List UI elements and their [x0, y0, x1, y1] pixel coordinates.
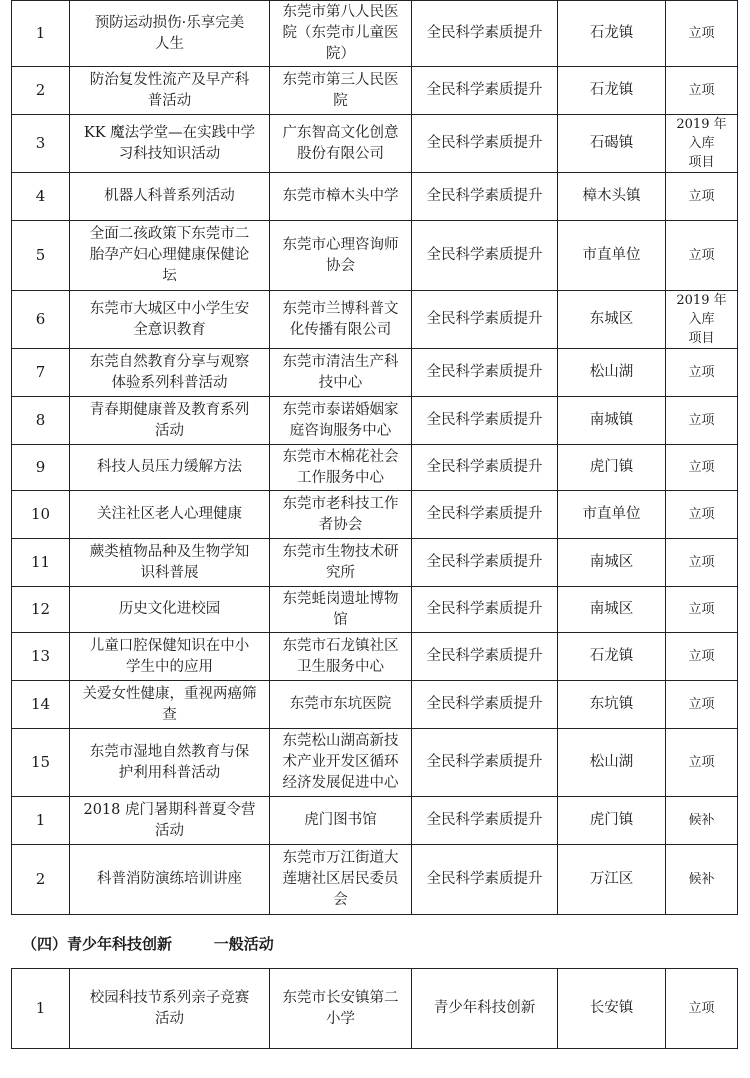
organization-text: 院（东莞市儿童医: [282, 25, 399, 41]
organization-text: 东莞市生物技术研: [282, 543, 399, 560]
category-cell: 全民科学素质提升: [412, 539, 558, 587]
project-name-text: 学生中的应用: [126, 658, 213, 675]
project-name-text: 科普消防演练培训讲座: [97, 871, 242, 887]
status-text: 立项: [688, 507, 715, 522]
project-name-cell: [70, 797, 270, 845]
category-cell: 全民科学素质提升: [412, 491, 558, 539]
project-name-cell: [70, 397, 270, 445]
organization-cell: [270, 173, 412, 221]
project-name-cell: [70, 969, 270, 1049]
project-name-text: 全面二孩政策下东莞市二: [89, 226, 250, 242]
status-text: 2019 年入库: [676, 293, 727, 327]
organization-cell: [270, 291, 412, 349]
table-row: [12, 115, 738, 173]
category-cell: 全民科学素质提升: [412, 397, 558, 445]
status-cell: [666, 173, 738, 221]
table-row: [12, 349, 738, 397]
project-name-text: 东莞自然教育分享与观察: [89, 353, 250, 370]
status-cell: [666, 797, 738, 845]
organization-cell: [270, 67, 412, 115]
town-cell: 南城镇: [558, 397, 666, 445]
section-heading: [22, 933, 274, 954]
table-row: [12, 221, 738, 291]
table-row: [12, 67, 738, 115]
status-text: 立项: [688, 248, 715, 263]
project-name-text: 历史文化进校园: [118, 601, 221, 617]
project-name-text: 校园科技节系列亲子竞赛: [89, 989, 250, 1006]
row-number-cell: 15: [12, 729, 70, 797]
status-text: 立项: [688, 755, 715, 770]
status-cell: [666, 587, 738, 633]
organization-text: 东莞蚝岗遗址博物: [282, 590, 399, 607]
organization-text: 东莞市木棉花社会: [282, 448, 399, 465]
project-name-cell: [70, 1, 270, 67]
project-name-text: 关爱女性健康，重视两癌筛: [82, 685, 257, 702]
category-cell: 全民科学素质提升: [412, 115, 558, 173]
organization-cell: [270, 797, 412, 845]
town-cell: 石龙镇: [558, 633, 666, 681]
organization-text: 东莞市东坑医院: [289, 696, 392, 712]
town-cell: 虎门镇: [558, 445, 666, 491]
status-cell: [666, 729, 738, 797]
status-text: 立项: [688, 83, 715, 98]
organization-text: 卫生服务中心: [297, 658, 384, 675]
status-text: 立项: [688, 697, 715, 712]
project-name-cell: [70, 349, 270, 397]
status-text: 立项: [688, 602, 715, 617]
table-row: [12, 729, 738, 797]
town-cell: 石碣镇: [558, 115, 666, 173]
status-text: 立项: [688, 460, 715, 475]
organization-cell: [270, 681, 412, 729]
category-cell: 青少年科技创新: [412, 969, 558, 1049]
table-row: [12, 845, 738, 915]
town-cell: 东坑镇: [558, 681, 666, 729]
town-cell: 虎门镇: [558, 797, 666, 845]
town-cell: 松山湖: [558, 349, 666, 397]
project-name-text: 东莞市大城区中小学生安: [89, 300, 250, 317]
organization-text: 东莞市泰诺婚姻家: [282, 401, 399, 418]
status-cell: [666, 539, 738, 587]
organization-cell: [270, 349, 412, 397]
row-number-cell: 8: [12, 397, 70, 445]
table-row: [12, 633, 738, 681]
project-name-cell: [70, 221, 270, 291]
project-name-text: 儿童口腔保健知识在中小: [89, 637, 250, 654]
town-cell: 长安镇: [558, 969, 666, 1049]
organization-text: 者协会: [318, 516, 363, 533]
project-name-text: 2018 虎门暑期科普夏令营: [83, 801, 256, 818]
table-row: [12, 397, 738, 445]
section-subtitle: 一般活动: [213, 935, 274, 953]
town-cell: 东城区: [558, 291, 666, 349]
row-number-cell: 11: [12, 539, 70, 587]
organization-cell: [270, 729, 412, 797]
organization-cell: [270, 587, 412, 633]
project-name-text: 体验系列科普活动: [111, 374, 228, 391]
town-cell: 市直单位: [558, 491, 666, 539]
project-name-text: 东莞市湿地自然教育与保: [89, 743, 250, 760]
table-row: [12, 291, 738, 349]
project-name-text: 全意识教育: [133, 321, 206, 338]
status-text: 立项: [688, 413, 715, 428]
status-cell: [666, 349, 738, 397]
row-number-cell: 9: [12, 445, 70, 491]
organization-cell: [270, 491, 412, 539]
project-name-text: 预防运动损伤·乐享完美: [94, 14, 245, 31]
organization-text: 化传播有限公司: [289, 321, 392, 338]
project-name-cell: [70, 845, 270, 915]
organization-text: 股份有限公司: [297, 145, 384, 162]
row-number-cell: 3: [12, 115, 70, 173]
organization-text: 东莞市第三人民医: [282, 71, 399, 88]
organization-cell: [270, 221, 412, 291]
youth-innovation-table: [11, 968, 738, 1049]
project-name-cell: [70, 681, 270, 729]
project-name-cell: [70, 115, 270, 173]
organization-cell: [270, 539, 412, 587]
table-row: [12, 681, 738, 729]
status-text: 候补: [688, 872, 715, 887]
row-number-cell: 12: [12, 587, 70, 633]
project-name-text: 青春期健康普及教育系列: [89, 401, 250, 418]
organization-text: 经济发展促进中心: [282, 775, 399, 791]
organization-text: 院: [333, 92, 348, 109]
status-cell: [666, 845, 738, 915]
status-text: 项目: [688, 155, 715, 170]
table-row: [12, 797, 738, 845]
category-cell: 全民科学素质提升: [412, 681, 558, 729]
project-name-cell: [70, 491, 270, 539]
town-cell: 樟木头镇: [558, 173, 666, 221]
category-cell: 全民科学素质提升: [412, 1, 558, 67]
category-cell: 全民科学素质提升: [412, 221, 558, 291]
status-text: 立项: [688, 26, 715, 41]
row-number-cell: 13: [12, 633, 70, 681]
category-cell: 全民科学素质提升: [412, 729, 558, 797]
status-text: 项目: [688, 331, 715, 346]
category-cell: 全民科学素质提升: [412, 67, 558, 115]
organization-text: 工作服务中心: [297, 469, 384, 486]
table-row: [12, 445, 738, 491]
project-name-cell: [70, 587, 270, 633]
organization-text: 东莞市清洁生产科: [282, 353, 399, 370]
organization-text: 东莞市老科技工作: [282, 495, 399, 512]
organization-text: 东莞市兰博科普文: [282, 300, 399, 317]
organization-text: 东莞市石龙镇社区: [282, 637, 399, 654]
category-cell: 全民科学素质提升: [412, 349, 558, 397]
row-number-cell: 1: [12, 797, 70, 845]
project-name-text: 活动: [155, 422, 184, 439]
status-cell: [666, 445, 738, 491]
project-name-text: 活动: [155, 1010, 184, 1027]
project-name-text: 习科技知识活动: [118, 145, 221, 162]
project-name-cell: [70, 729, 270, 797]
row-number-cell: 14: [12, 681, 70, 729]
project-name-text: 识科普展: [140, 564, 199, 581]
organization-cell: [270, 633, 412, 681]
category-cell: 全民科学素质提升: [412, 587, 558, 633]
status-text: 2019 年入库: [676, 117, 727, 151]
organization-text: 东莞松山湖高新技: [282, 733, 399, 749]
status-cell: [666, 491, 738, 539]
table-row: [12, 587, 738, 633]
status-cell: [666, 221, 738, 291]
category-cell: 全民科学素质提升: [412, 633, 558, 681]
row-number-cell: 1: [12, 969, 70, 1049]
town-cell: 南城区: [558, 539, 666, 587]
project-name-text: 蕨类植物品种及生物学知: [89, 543, 250, 560]
organization-text: 协会: [326, 257, 355, 274]
table-row: [12, 491, 738, 539]
status-text: 立项: [688, 649, 715, 664]
project-name-cell: [70, 291, 270, 349]
organization-text: 院）: [326, 46, 355, 62]
table-row: [12, 539, 738, 587]
organization-text: 虎门图书馆: [304, 812, 377, 828]
project-name-text: 普活动: [147, 92, 192, 109]
category-cell: 全民科学素质提升: [412, 797, 558, 845]
status-text: 候补: [688, 813, 715, 828]
organization-text: 术产业开发区循环: [282, 754, 399, 770]
organization-text: 东莞市心理咨询师: [282, 236, 399, 253]
town-cell: 石龙镇: [558, 1, 666, 67]
category-cell: 全民科学素质提升: [412, 291, 558, 349]
organization-text: 技中心: [318, 374, 363, 391]
town-cell: 石龙镇: [558, 67, 666, 115]
status-text: 立项: [688, 555, 715, 570]
status-cell: [666, 1, 738, 67]
row-number-cell: 4: [12, 173, 70, 221]
organization-text: 东莞市长安镇第二: [282, 989, 399, 1006]
project-name-text: 活动: [155, 822, 184, 839]
project-name-cell: [70, 173, 270, 221]
project-name-text: 查: [162, 706, 177, 723]
status-cell: [666, 681, 738, 729]
section-title: （四）青少年科技创新: [22, 935, 173, 953]
row-number-cell: 1: [12, 1, 70, 67]
organization-text: 东莞市樟木头中学: [282, 188, 399, 204]
project-name-cell: [70, 633, 270, 681]
organization-cell: [270, 115, 412, 173]
table-row: [12, 1, 738, 67]
project-name-text: 机器人科普系列活动: [104, 188, 235, 204]
organization-text: 广东智高文化创意: [282, 124, 399, 141]
town-cell: 市直单位: [558, 221, 666, 291]
status-text: 立项: [688, 189, 715, 204]
category-cell: 全民科学素质提升: [412, 845, 558, 915]
status-cell: [666, 397, 738, 445]
project-name-cell: [70, 539, 270, 587]
table-row: [12, 969, 738, 1049]
status-cell: [666, 291, 738, 349]
organization-cell: [270, 1, 412, 67]
project-name-cell: [70, 67, 270, 115]
project-table: [11, 0, 738, 915]
town-cell: 南城区: [558, 587, 666, 633]
status-text: 立项: [688, 1001, 715, 1016]
organization-cell: [270, 397, 412, 445]
organization-cell: [270, 969, 412, 1049]
project-name-text: 胎孕产妇心理健康保健论: [89, 247, 250, 263]
category-cell: 全民科学素质提升: [412, 173, 558, 221]
row-number-cell: 10: [12, 491, 70, 539]
project-name-text: 人生: [155, 35, 184, 52]
row-number-cell: 2: [12, 845, 70, 915]
status-cell: [666, 969, 738, 1049]
organization-cell: [270, 445, 412, 491]
project-name-cell: [70, 445, 270, 491]
status-cell: [666, 67, 738, 115]
organization-text: 莲塘社区居民委员: [282, 871, 399, 887]
row-number-cell: 7: [12, 349, 70, 397]
project-name-text: KK 魔法学堂—在实践中学: [83, 124, 256, 141]
organization-text: 馆: [333, 611, 348, 628]
organization-text: 小学: [326, 1010, 355, 1027]
project-name-text: 关注社区老人心理健康: [97, 506, 242, 522]
organization-cell: [270, 845, 412, 915]
status-text: 立项: [688, 365, 715, 380]
organization-text: 东莞市万江街道大: [282, 850, 399, 866]
row-number-cell: 5: [12, 221, 70, 291]
row-number-cell: 2: [12, 67, 70, 115]
project-name-text: 坛: [162, 268, 177, 284]
organization-text: 究所: [326, 564, 355, 581]
organization-text: 庭咨询服务中心: [289, 422, 392, 439]
table-row: [12, 173, 738, 221]
project-name-text: 科技人员压力缓解方法: [97, 459, 242, 475]
project-name-text: 防治复发性流产及早产科: [89, 71, 250, 88]
status-cell: [666, 633, 738, 681]
town-cell: 万江区: [558, 845, 666, 915]
organization-text: 东莞市第八人民医: [282, 4, 399, 20]
project-name-text: 护利用科普活动: [118, 764, 221, 781]
town-cell: 松山湖: [558, 729, 666, 797]
row-number-cell: 6: [12, 291, 70, 349]
category-cell: 全民科学素质提升: [412, 445, 558, 491]
organization-text: 会: [333, 892, 348, 908]
status-cell: [666, 115, 738, 173]
